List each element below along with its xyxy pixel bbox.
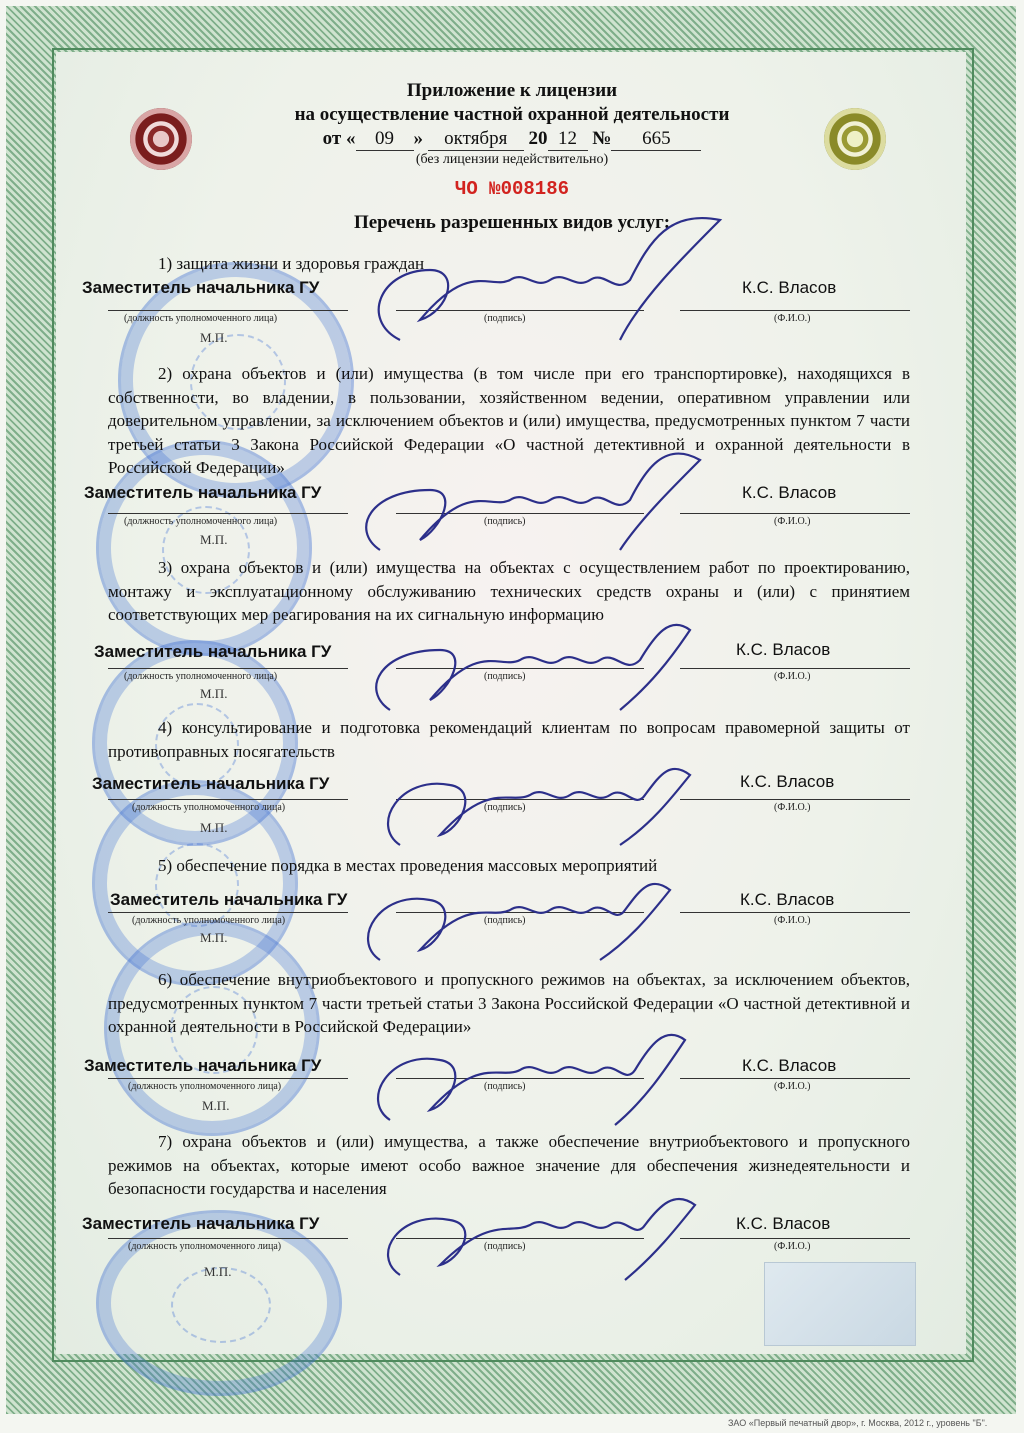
position-text: Заместитель начальника ГУ	[82, 1214, 320, 1233]
position-text: Заместитель начальника ГУ	[84, 483, 322, 502]
license-date-line: от « 09 » октября 20 12 № 665	[0, 128, 1024, 151]
position-caption: (должность уполномоченного лица)	[124, 671, 278, 682]
handwritten-signature	[360, 745, 670, 875]
fio-caption: (Ф.И.О.)	[774, 802, 811, 813]
mp-label: М.П.	[200, 930, 228, 945]
service-item-3: 3) охрана объектов и (или) имущества на объектах с осуществлением работ по проектированию, монтажу и эксплуатационному обслуживанию технических средств охраны и (или) с принятием соответствующих мер реагирования на их сигнальную информацию	[108, 558, 910, 624]
mp-label: М.П.	[200, 686, 228, 701]
handwritten-signature	[340, 860, 660, 990]
position-caption: (должность уполномоченного лица)	[132, 802, 286, 813]
position-caption: (должность уполномоченного лица)	[128, 1241, 282, 1252]
title-line-2: на осуществление частной охранной деятельности	[294, 104, 730, 125]
signature-caption: (подпись)	[484, 671, 526, 682]
position-text: Заместитель начальника ГУ	[94, 642, 332, 661]
service-item-5: 5) обеспечение порядка в местах проведения массовых мероприятий	[158, 856, 658, 875]
handwritten-signature	[350, 1010, 670, 1150]
signature-caption: (подпись)	[484, 516, 526, 527]
license-year: 12	[548, 128, 588, 151]
fio-text: К.С. Власов	[742, 483, 837, 502]
list-title: Перечень разрешенных видов услуг:	[353, 212, 671, 233]
fio-text: К.С. Власов	[736, 1214, 831, 1233]
position-caption: (должность уполномоченного лица)	[124, 516, 278, 527]
fio-text: К.С. Власов	[740, 772, 835, 791]
fio-caption: (Ф.И.О.)	[774, 671, 811, 682]
signature-caption: (подпись)	[484, 802, 526, 813]
license-day: 09	[356, 128, 414, 151]
position-text: Заместитель начальника ГУ	[110, 890, 348, 909]
fio-caption: (Ф.И.О.)	[774, 1081, 811, 1092]
position-text: Заместитель начальника ГУ	[92, 774, 330, 793]
fio-caption: (Ф.И.О.)	[774, 313, 811, 324]
handwritten-signature	[340, 430, 670, 580]
fio-text: К.С. Власов	[740, 890, 835, 909]
mp-label: М.П.	[200, 532, 228, 547]
service-item-4: 4) консультирование и подготовка рекомендаций клиентам по вопросам правомерной защиты от противоправных посягательств	[108, 718, 910, 761]
mp-label: М.П.	[202, 1098, 230, 1113]
fio-caption: (Ф.И.О.)	[774, 915, 811, 926]
signature-caption: (подпись)	[484, 915, 526, 926]
fio-text: К.С. Власов	[736, 640, 831, 659]
position-caption: (должность уполномоченного лица)	[128, 1081, 282, 1092]
service-item-6: 6) обеспечение внутриобъектового и пропускного режимов на объектах, за исключением объектов, предусмотренных пунктом 7 части третьей статьи 3 Закона Российской Федерации «О частной детективной и охранной деятельности в Российской Федерации»	[108, 970, 910, 1036]
mp-label: М.П.	[200, 330, 228, 345]
service-item-7: 7) охрана объектов и (или) имущества, а также обеспечение внутриобъектового и пропускного режимов на объектах, которые имеют особо важное значение для обеспечения жизнедеятельности и безопасности государства и населения	[108, 1132, 910, 1198]
signature-caption: (подпись)	[484, 1241, 526, 1252]
fio-caption: (Ф.И.О.)	[774, 516, 811, 527]
handwritten-signature	[360, 1180, 680, 1300]
fio-text: К.С. Власов	[742, 278, 837, 297]
position-caption: (должность уполномоченного лица)	[132, 915, 286, 926]
printer-footer: ЗАО «Первый печатный двор», г. Москва, 2012 г., уровень "Б".	[728, 1418, 988, 1428]
license-month: октября	[428, 128, 524, 151]
title-line-1: Приложение к лицензии	[406, 80, 618, 101]
license-number: 665	[611, 128, 701, 151]
service-item-1: 1) защита жизни и здоровья граждан	[158, 254, 425, 273]
fio-text: К.С. Власов	[742, 1056, 837, 1075]
signature-caption: (подпись)	[484, 313, 526, 324]
position-caption: (должность уполномоченного лица)	[124, 313, 278, 324]
fio-caption: (Ф.И.О.)	[774, 1241, 811, 1252]
signature-caption: (подпись)	[484, 1081, 526, 1092]
hologram-sticker	[764, 1262, 916, 1346]
handwritten-signature	[340, 200, 670, 370]
position-text: Заместитель начальника ГУ	[82, 278, 320, 297]
handwritten-signature	[350, 600, 670, 740]
position-text: Заместитель начальника ГУ	[84, 1056, 322, 1075]
mp-label: М.П.	[200, 820, 228, 835]
mp-label: М.П.	[204, 1264, 232, 1279]
validity-note: (без лицензии недействительно)	[415, 152, 609, 167]
service-item-2: 2) охрана объектов и (или) имущества (в том числе при его транспортировке), находящихся в собственности, во владении, в пользовании, хозяйственном ведении, оперативном управлении или доверительном управлении, за исключением объектов и (или) имущества, предусмотренных пунктом 7 части третьей статьи 3 Закона Российской Федерации «О частной детективной и охранной деятельности в Российской Федерации»	[108, 364, 910, 477]
serial-number: ЧО №008186	[454, 178, 570, 200]
